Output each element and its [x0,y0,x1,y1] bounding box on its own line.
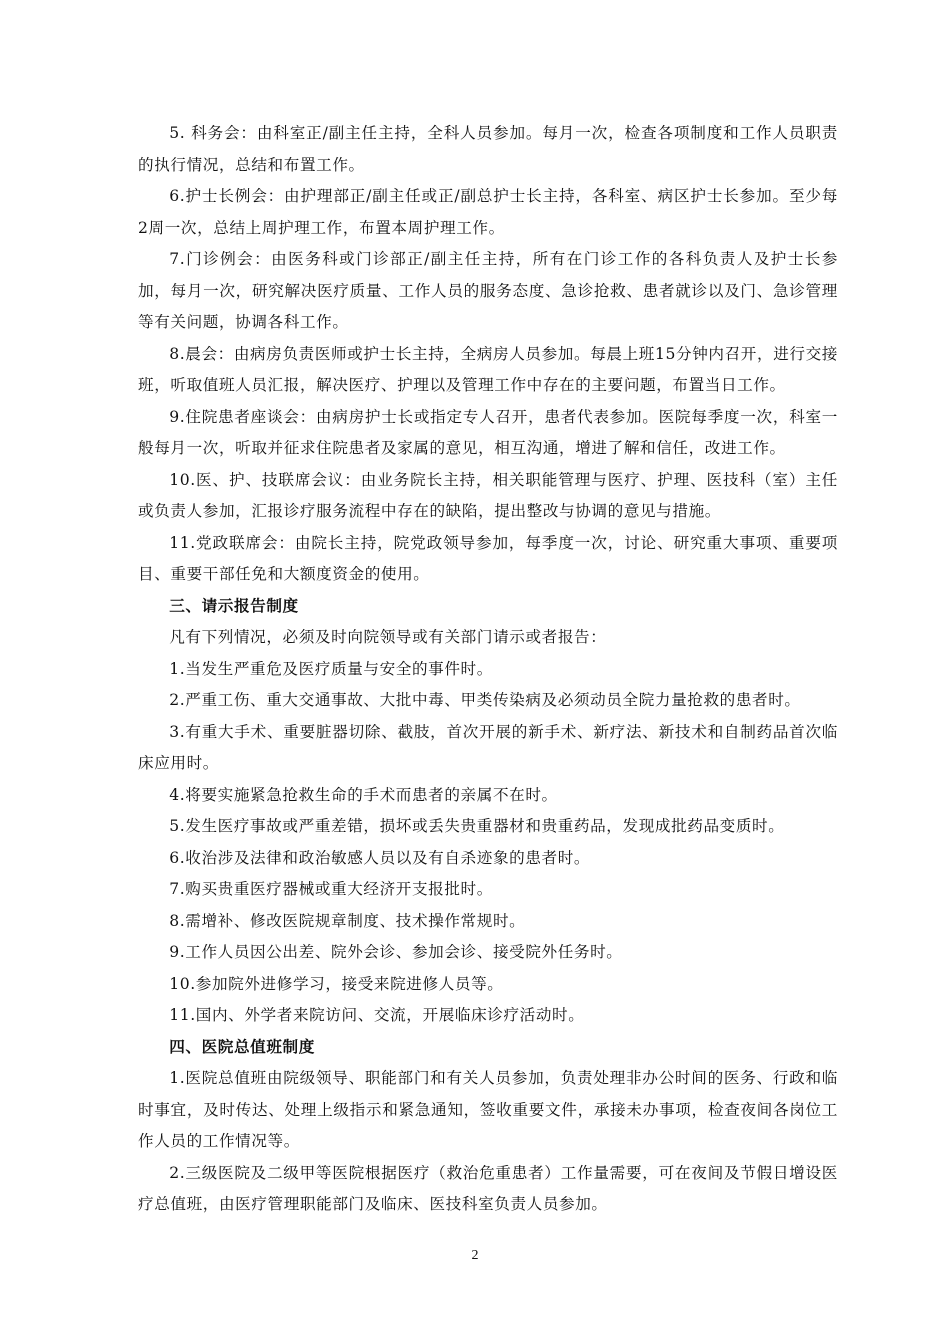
duty-item-1: 1.医院总值班由院级领导、职能部门和有关人员参加，负责处理非办公时间的医务、行政和临时事宜，及时传达、处理上级指示和紧急通知，签收重要文件，承接未办事项，检查夜间各岗位工作人员的工作情况等。 [138,1069,838,1150]
page-number: 2 [471,1248,479,1263]
meeting-item-11: 11.党政联席会：由院长主持，院党政领导参加，每季度一次，讨论、研究重大事项、重要项目、重要干部任免和大额度资金的使用。 [138,533,838,583]
meeting-item-10: 10.医、护、技联席会议：由业务院长主持，相关职能管理与医疗、护理、医技科（室）主任或负责人参加，汇报诊疗服务流程中存在的缺陷，提出整改与协调的意见与措施。 [138,470,838,520]
reporting-heading: 三、请示报告制度 [169,596,299,615]
reporting-item-10: 10.参加院外进修学习，接受来院进修人员等。 [169,974,504,993]
reporting-item-5: 5.发生医疗事故或严重差错，损坏或丢失贵重器材和贵重药品，发现成批药品变质时。 [169,817,785,835]
reporting-item-4: 4.将要实施紧急抢救生命的手术而患者的亲属不在时。 [169,785,558,804]
reporting-item-7: 7.购买贵重医疗器械或重大经济开支报批时。 [169,880,493,898]
meeting-item-5: 5. 科务会：由科室正/副主任主持，全科人员参加。每月一次，检查各项制度和工作人员职责的执行情况，总结和布置工作。 [138,124,838,174]
reporting-item-8: 8.需增补、修改医院规章制度、技术操作常规时。 [169,911,526,930]
reporting-item-11: 11.国内、外学者来院访问、交流，开展临床诊疗活动时。 [169,1006,585,1024]
meeting-item-8: 8.晨会：由病房负责医师或护士长主持，全病房人员参加。每晨上班15分钟内召开，进行交接班，听取值班人员汇报，解决医疗、护理以及管理工作中存在的主要问题，布置当日工作。 [138,344,838,394]
meetings-section [138,118,838,591]
duty-item-2: 2.三级医院及二级甲等医院根据医疗（救治危重患者）工作量需要，可在夜间及节假日增设医疗总值班，由医疗管理职能部门及临床、医技科室负责人员参加。 [138,1163,838,1213]
reporting-item-9: 9.工作人员因公出差、院外会诊、参加会诊、接受院外任务时。 [169,943,623,961]
document-body [138,118,838,1221]
reporting-item-1: 1.当发生严重危及医疗质量与安全的事件时。 [169,659,493,678]
reporting-section [138,591,838,1032]
meeting-item-9: 9.住院患者座谈会：由病房护士长或指定专人召开，患者代表参加。医院每季度一次，科室一般每月一次，听取并征求住院患者及家属的意见，相互沟通，增进了解和信任，改进工作。 [138,407,838,457]
reporting-intro: 凡有下列情况，必须及时向院领导或有关部门请示或者报告： [169,628,607,646]
meeting-item-6: 6.护士长例会：由护理部正/副主任或正/副总护士长主持，各科室、病区护士长参加。至少每2周一次，总结上周护理工作，布置本周护理工作。 [138,187,838,237]
reporting-item-6: 6.收治涉及法律和政治敏感人员以及有自杀迹象的患者时。 [169,848,591,867]
meeting-item-7: 7.门诊例会：由医务科或门诊部正/副主任主持，所有在门诊工作的各科负责人及护士长参加，每月一次，研究解决医疗质量、工作人员的服务态度、急诊抢救、患者就诊以及门、急诊管理等有关问题，协调各科工作。 [138,250,838,331]
reporting-item-3: 3.有重大手术、重要脏器切除、截肢，首次开展的新手术、新疗法、新技术和自制药品首次临床应用时。 [138,722,838,772]
reporting-item-2: 2.严重工伤、重大交通事故、大批中毒、甲类传染病及必须动员全院力量抢救的患者时。 [169,691,801,709]
duty-heading: 四、医院总值班制度 [169,1037,315,1056]
duty-section [138,1032,838,1221]
